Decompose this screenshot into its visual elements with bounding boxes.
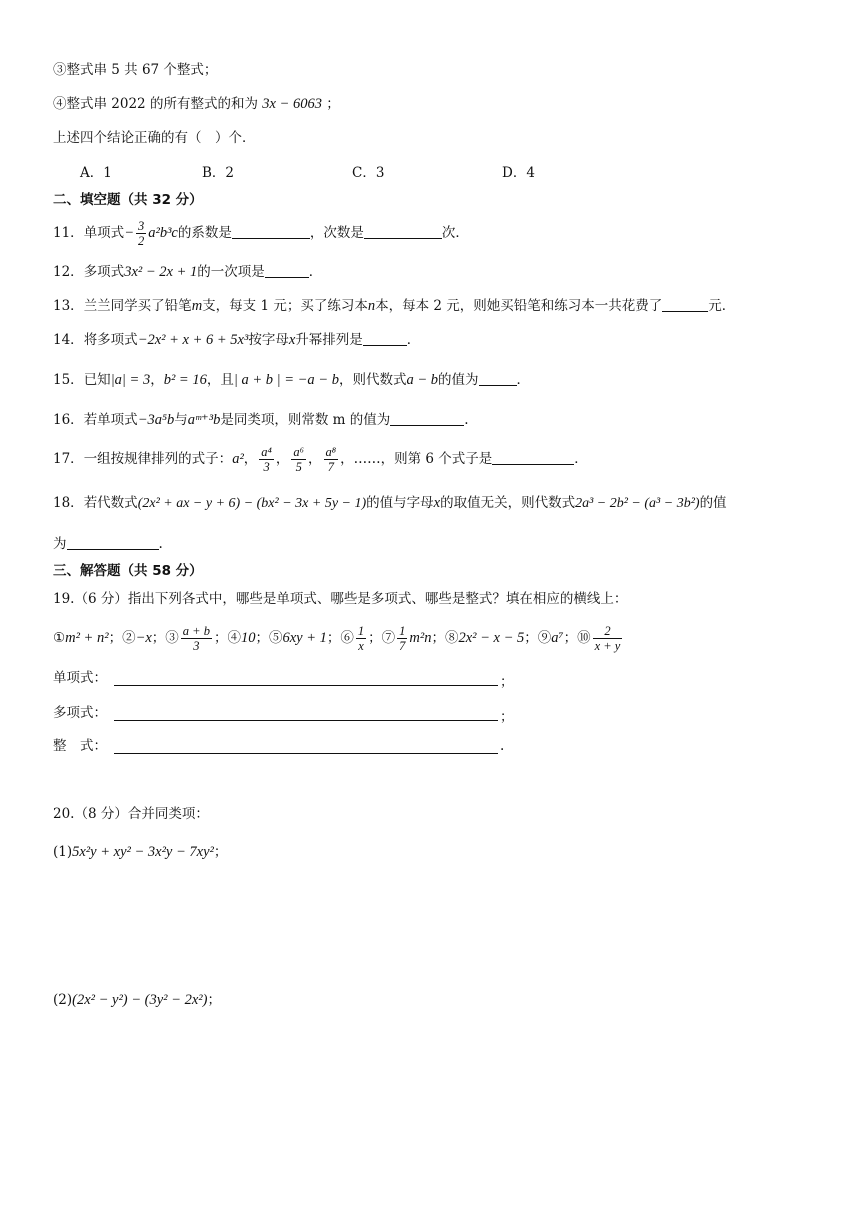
q17-term-3 [291,445,306,474]
q11-minus: − [124,225,134,241]
q15-prefix: 已知 [83,372,111,388]
q17-term-3-num: a⁶ [293,445,305,459]
q19-expression-10 [577,624,624,653]
q16-math-1: −3a⁵b [137,412,175,428]
q19-expression-4 [227,630,269,646]
question-12 [53,262,322,282]
monomial-row [53,668,107,688]
q17-term-2-den: 3 [263,460,270,474]
q20-part-2-label: (2) [53,992,73,1008]
section-3-title: 三、解答题（共 58 分） [53,563,203,579]
q17-blank[interactable] [492,450,574,465]
q19-expression-8 [445,630,538,646]
question-20-part-2 [53,990,221,1010]
q20-part-1-label: (1) [53,844,73,860]
q14-blank[interactable] [363,331,407,346]
q19-expression-3 [165,624,228,653]
statement-4-suffix: ； [326,96,340,112]
q19-fraction-den: x [358,639,364,653]
q13-number: 13． [53,298,84,314]
q15-blank[interactable] [479,371,517,386]
q19-separator: ； [213,630,228,646]
q17-term-4-den: 7 [327,460,334,474]
q16-mid: 与 [174,412,188,428]
q18-math-1: (2x² + ax − y + 6) − (bx² − 3x + 5y − 1) [137,496,367,511]
integral-end: . [500,738,505,754]
q15-end: ． [516,372,531,388]
q18-number: 18． [53,495,84,511]
q14-number: 14． [53,332,84,348]
q11-end: 次． [441,225,469,241]
q19-fraction [397,624,407,653]
q17-end: ． [574,451,588,467]
integral-answer-line[interactable] [114,752,498,754]
question-19-expressions [53,620,624,656]
q12-number: 12． [53,264,84,280]
integral-row [53,736,107,756]
q19-expression-marker: ② [122,630,136,646]
q15-math-4: a − b [406,372,439,388]
question-18-line-2 [53,534,163,554]
q18-var-x: x [433,495,441,511]
q14-mid: 按字母 [248,332,289,348]
q19-expression-math: 10 [240,630,256,646]
q15-mid: ，则代数式 [338,372,407,388]
q11-degree-text: ，次数是 [309,225,364,241]
conclusion-question: 上述四个结论正确的有（ ）个． [53,130,256,146]
q17-term-4-num: a⁸ [325,445,337,459]
q11-prefix: 单项式 [83,225,125,241]
q20-part-1-end: ； [213,844,228,860]
q19-expression-marker: ⑨ [537,630,552,646]
question-20-title: 20.（8 分）合并同类项： [53,806,209,822]
q18-mid-2: 的取值无关，则代数式 [440,495,576,511]
q18-mid: 的值与字母 [366,495,434,511]
q19-expression-marker: ⑩ [577,630,591,646]
q11-coef-text: 的系数是 [177,225,232,241]
question-11 [53,218,469,248]
q19-fraction [593,624,623,653]
q19-fraction-den: 7 [399,639,406,653]
q11-number: 11． [53,225,84,241]
q19-expression-marker: ① [53,630,66,646]
q11-frac-den: 2 [137,234,145,248]
q13-text-c: 本，每本 2 元，则她买铅笔和练习本一共花费了 [375,298,663,314]
q19-expression-marker: ⑧ [444,630,459,646]
q15-text: 的值为 [438,372,479,388]
q19-fraction-den: 3 [193,639,200,653]
q17-dots: ，……， [340,451,395,467]
q18-prefix: 若代数式 [83,495,138,511]
q15-math-2: b² = 16 [163,372,207,388]
q19-separator: ； [151,630,166,646]
q15-math-1: |a| = 3 [110,372,151,388]
q19-separator: ； [431,630,445,646]
q19-expression-math: a⁷ [551,630,564,646]
q18-line-2-text: 为 [53,536,67,552]
q18-end: 的值 [699,495,727,511]
question-14 [53,330,420,350]
question-20-part-1 [53,842,227,862]
q19-fraction-num: 1 [357,624,365,638]
q12-math: 3x² − 2x + 1 [124,264,198,280]
monomial-answer-line[interactable] [114,684,498,686]
q19-separator: ； [563,630,578,646]
q18-blank[interactable] [67,535,159,550]
q16-number: 16． [53,412,84,428]
q19-fraction-den: x + y [594,639,621,653]
monomial-label: 单项式： [53,670,107,686]
q20-part-2-end: ； [207,992,221,1008]
section-2-title: 二、填空题（共 32 分） [53,192,203,208]
question-17: 17．一组按规律排列的式子：a²， $\frac{\text{a⁴}}{3}$ ， $\frac{\text{a⁶}}{5}$ ， $\frac{\text{a⁸}}{7}$ ，……，则第 6 个式子是 ． [53,445,588,474]
q17-term-1: a² [232,451,244,467]
question-15 [53,370,530,390]
q19-expression-math: 6xy + 1 [282,630,327,646]
q17-term-2 [259,445,274,474]
q14-var-x: x [288,332,296,348]
q19-expression-2 [122,630,165,646]
q19-separator: ； [368,630,382,646]
q19-fraction-num: a + b [182,624,210,638]
q13-blank[interactable] [662,297,708,312]
q19-expression-9 [538,630,577,646]
q11-fraction [136,219,146,248]
option-b[interactable]: B．2 [202,165,235,181]
q11-blank-1[interactable] [232,224,310,239]
polynomial-answer-line[interactable] [114,719,498,721]
q17-term-2-num: a⁴ [261,445,272,459]
q16-blank[interactable] [390,411,464,426]
question-13 [53,296,735,316]
q19-separator: ； [255,630,269,646]
statement-3: ③整式串 5 共 67 个整式； [53,62,218,78]
polynomial-label: 多项式： [53,705,107,721]
q16-end: . [464,412,469,428]
q17-prefix: 一组按规律排列的式子： [83,451,233,467]
polynomial-end: ； [500,709,514,725]
question-16 [53,410,469,430]
q16-math-2: aᵐ⁺³b [187,412,221,428]
q12-blank[interactable] [265,263,309,278]
question-19-title: 19.（6 分）指出下列各式中，哪些是单项式、哪些是多项式、哪些是整式？填在相应的横线上： [53,591,628,607]
q16-prefix: 若单项式 [83,412,138,428]
q16-text: 是同类项，则常数 m 的值为 [220,412,391,428]
q14-end: ． [406,332,421,348]
option-d[interactable]: D．4 [502,165,535,181]
q12-prefix: 多项式 [83,264,125,280]
q20-part-1-math: 5x²y + xy² − 3x²y − 7xy² [72,844,214,860]
q19-separator: ； [326,630,341,646]
q19-expression-marker: ④ [227,630,241,646]
statement-4-math: 3x − 6063 [262,96,322,112]
q19-fraction-num: 1 [399,624,406,638]
q13-end: 元． [708,298,736,314]
q15-sep-1: ， [150,372,164,388]
q17-number: 17． [53,451,84,467]
q19-expression-marker: ⑤ [268,630,283,646]
q19-fraction [181,624,212,653]
q19-expression-marker: ③ [165,630,179,646]
option-a[interactable]: A．1 [80,165,112,181]
q19-fraction-num: 2 [593,624,623,639]
q15-math-3: | a + b | = −a − b [233,372,339,388]
q19-separator: ； [524,630,538,646]
integral-label: 整 式： [53,738,107,754]
q12-end: ． [308,264,323,280]
monomial-end: ； [500,674,514,690]
q11-blank-2[interactable] [364,224,442,239]
q19-expression-tail: m²n [409,630,432,646]
q19-expression-marker: ⑥ [340,630,354,646]
option-c[interactable]: C．3 [352,165,385,181]
q19-expression-5 [269,630,340,646]
polynomial-row [53,703,107,723]
statement-4 [53,94,340,114]
q19-expression-1 [53,630,122,646]
q13-text-a: 兰兰同学买了铅笔 [83,298,192,314]
q19-expression-math: 2x² − x − 5 [458,630,525,646]
q14-math: −2x² + x + 6 + 5x³ [137,332,249,348]
q20-part-2-math: (2x² − y²) − (3y² − 2x²) [72,992,208,1008]
statement-4-prefix: ④整式串 2022 的所有整式的和为 [53,96,258,112]
q19-expression-math: m² + n² [65,630,109,646]
q13-var-m: m [191,298,203,314]
q17-term-4 [324,445,339,474]
question-18 [53,493,727,514]
q11-monomial: a²b³c [148,225,178,241]
q19-fraction [356,624,366,653]
q15-sep-2: ，且 [206,372,234,388]
q13-var-n: n [367,298,376,314]
q14-text: 升幂排列是 [295,332,363,348]
q15-number: 15． [53,372,84,388]
q19-separator: ； [108,630,123,646]
q14-prefix: 将多项式 [83,332,138,348]
q17-text: 则第 6 个式子是 [394,451,493,467]
q19-expression-marker: ⑦ [381,630,396,646]
q18-math-2: 2a³ − 2b² − (a³ − 3b²) [575,496,700,511]
q19-expression-6 [340,624,382,653]
q11-frac-num: 3 [137,219,145,233]
q12-text: 的一次项是 [197,264,265,280]
q13-text-b: 支，每支 1 元；买了练习本 [202,298,368,314]
q17-term-3-den: 5 [295,460,302,474]
q19-expression-7 [381,624,445,653]
q19-expression-math: −x [135,630,152,646]
q18-line-2-end: . [158,536,163,552]
